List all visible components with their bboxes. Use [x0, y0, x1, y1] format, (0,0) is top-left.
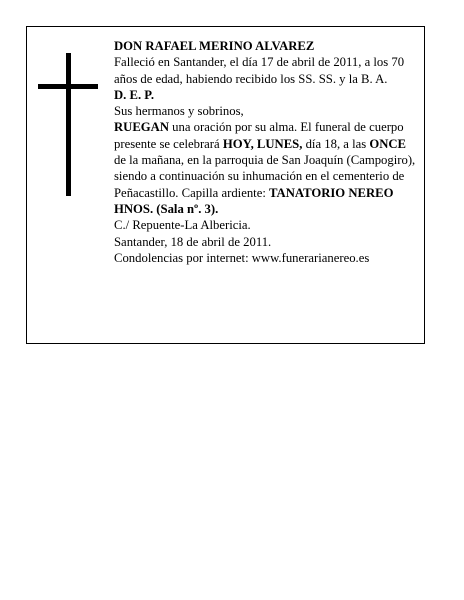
family-line: Sus hermanos y sobrinos,: [114, 104, 244, 119]
place-date-line: Santander, 18 de abril de 2011.: [114, 234, 272, 249]
once-text: ONCE: [369, 136, 407, 151]
cross-vertical-bar: [66, 53, 71, 196]
prayer-text-3: de la mañana, en la parroquia de San Joaquín (Campogiro), siendo a continuación su inhumación en el cementerio de Peñacastillo. Capilla ardiente:: [114, 153, 416, 200]
prayer-text-1: una oración por su alma. El funeral de cuerpo presente se celebrará: [114, 120, 404, 151]
obituary-text: [114, 38, 420, 266]
death-statement: Falleció en Santander, el día 17 de abril de 2011, a los 70 años de edad, habiendo recibido los SS. SS. y la B. A.: [114, 55, 405, 86]
prayer-text-2: día 18, a las: [302, 136, 370, 151]
condolences-line: Condolencias por internet: www.funerarianereo.es: [114, 250, 370, 265]
dep-line: D. E. P.: [114, 87, 155, 102]
funeral-paragraph: [114, 119, 420, 217]
cross-horizontal-bar: [38, 84, 98, 89]
tanatorio-text: TANATORIO NEREO HNOS. (Sala nº. 3).: [114, 185, 394, 216]
address-line: C./ Repuente-La Albericia.: [114, 218, 251, 233]
deceased-name: DON RAFAEL MERINO ALVAREZ: [114, 39, 315, 53]
ruegan-text: RUEGAN: [114, 120, 169, 135]
hoy-lunes-text: HOY, LUNES,: [222, 136, 303, 151]
